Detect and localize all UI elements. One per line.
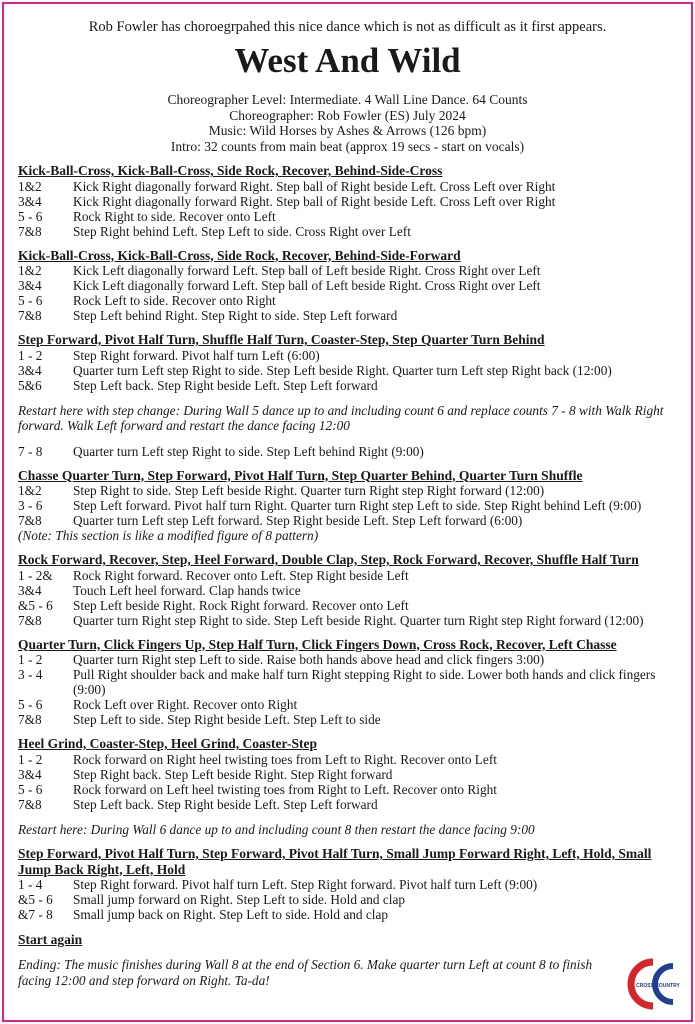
step-description: Kick Left diagonally forward Left. Step ball of Left beside Right. Cross Right over Left	[73, 263, 541, 278]
step-description: Pull Right shoulder back and make half turn Right stepping Right to side. Lower both hands and click fingers (9:00)	[73, 667, 656, 697]
step-count: 1 - 2	[18, 751, 43, 767]
step-row	[18, 209, 677, 224]
step-count: 5 - 6	[18, 293, 43, 308]
step-description: Step Left back. Step Right beside Left. Step Left forward	[73, 377, 378, 393]
meta-choreographer: Choreographer: Rob Fowler (ES) July 2024	[229, 107, 466, 123]
section-heading: Chasse Quarter Turn, Step Forward, Pivot Half Turn, Step Quarter Behind, Quarter Turn Shuffle	[18, 467, 583, 483]
step-row	[18, 224, 677, 239]
step-description: Rock Left to side. Recover onto Right	[73, 293, 276, 308]
step-description: Rock Right forward. Recover onto Left. Step Right beside Left	[73, 567, 409, 583]
step-row	[18, 667, 677, 697]
step-count: 1 - 2	[18, 652, 43, 667]
section-heading: Rock Forward, Recover, Step, Heel Forward, Double Clap, Step, Rock Forward, Recover, Shuffle Half Turn	[18, 552, 639, 567]
meta-music: Music: Wild Horses by Ashes & Arrows (126 bpm)	[208, 123, 487, 138]
step-description: Small jump back on Right. Step Left to side. Hold and clap	[73, 907, 389, 922]
step-row	[18, 892, 677, 907]
step-count: &7 - 8	[18, 907, 53, 922]
step-count: 7 - 8	[18, 443, 43, 459]
step-row	[18, 797, 677, 812]
dance-section	[18, 552, 677, 628]
step-row	[18, 767, 677, 782]
step-count: 3&4	[18, 766, 42, 782]
step-row	[18, 363, 677, 378]
step-count: 7&8	[18, 308, 42, 323]
step-count: 3&4	[18, 278, 42, 293]
step-row	[18, 652, 677, 667]
step-description: Kick Right diagonally forward Right. Step ball of Right beside Left. Cross Left over Right	[73, 193, 556, 209]
dance-section	[18, 468, 677, 544]
step-change-row	[18, 444, 677, 459]
step-description: Rock forward on Right heel twisting toes from Left to Right. Recover onto Left	[73, 751, 497, 767]
section-heading: Quarter Turn, Click Fingers Up, Step Half Turn, Click Fingers Down, Cross Rock, Recover, Left Chasse	[18, 636, 617, 652]
step-count: 3&4	[18, 362, 42, 378]
step-description: Rock Right to side. Recover onto Left	[73, 208, 276, 224]
step-row	[18, 613, 677, 628]
step-description: Quarter turn Left step Left forward. Step Right beside Left. Step Left forward (6:00)	[73, 513, 523, 528]
meta-level: Choreographer Level: Intermediate. 4 Wall Line Dance. 64 Counts	[167, 92, 528, 107]
step-description: Quarter turn Right step Right to side. Step Left beside Right. Quarter turn Right step Right forward (12:00)	[73, 612, 644, 628]
step-count: 3&4	[18, 193, 42, 209]
step-count: 7&8	[18, 513, 42, 528]
sections-part-2	[18, 468, 677, 812]
section-note: (Note: This section is like a modified figure of 8 pattern)	[18, 528, 319, 543]
step-description: Step Left back. Step Right beside Left. Step Left forward	[73, 796, 378, 812]
section-heading: Kick-Ball-Cross, Kick-Ball-Cross, Side Rock, Recover, Behind-Side-Forward	[18, 247, 461, 263]
step-description: Quarter turn Right step Left to side. Raise both hands above head and click fingers 3:00)	[73, 652, 545, 667]
step-count: 5&6	[18, 377, 42, 393]
intro-text: Rob Fowler has choroegrpahed this nice dance which is not as difficult as it first appears.	[88, 19, 607, 35]
step-description: Rock forward on Left heel twisting toes from Right to Left. Recover onto Right	[73, 781, 497, 797]
dance-sheet	[2, 2, 693, 1022]
step-description: Step Right to side. Step Left beside Right. Quarter turn Right step Right forward (12:00)	[73, 483, 545, 498]
step-row	[18, 194, 677, 209]
meta-intro: Intro: 32 counts from main beat (approx 19 secs - start on vocals)	[170, 138, 525, 154]
start-again: Start again	[18, 932, 83, 947]
step-description: Rock Left over Right. Recover onto Right	[73, 697, 298, 712]
step-count: 1&2	[18, 178, 42, 194]
step-row	[18, 697, 677, 712]
step-row	[18, 179, 677, 194]
step-count: 1 - 4	[18, 877, 43, 892]
step-count: 5 - 6	[18, 781, 43, 797]
dance-section	[18, 332, 677, 393]
dance-section	[18, 637, 677, 728]
step-description: Kick Left diagonally forward Left. Step ball of Left beside Right. Cross Right over Left	[73, 278, 541, 293]
step-count: 3&4	[18, 582, 42, 598]
sections-part-1	[18, 163, 677, 393]
cc-logo-icon	[625, 954, 685, 1014]
step-count: 1&2	[18, 483, 42, 498]
step-row	[18, 498, 677, 513]
step-description: Touch Left heel forward. Clap hands twice	[73, 582, 301, 598]
step-row	[18, 568, 677, 583]
step-count: 5 - 6	[18, 697, 43, 712]
step-row	[18, 513, 677, 528]
step-description: Quarter turn Left step Right to side. Step Left behind Right (9:00)	[73, 443, 424, 459]
step-description: Step Right back. Step Left beside Right. Step Right forward	[73, 766, 393, 782]
step-count: 5 - 6	[18, 208, 43, 224]
step-description: Step Left behind Right. Step Right to side. Step Left forward	[73, 308, 398, 323]
dance-section	[18, 736, 677, 812]
section-heading: Kick-Ball-Cross, Kick-Ball-Cross, Side Rock, Recover, Behind-Side-Cross	[18, 163, 443, 178]
dance-section	[18, 163, 677, 239]
step-row	[18, 583, 677, 598]
step-description: Step Right behind Left. Step Left to side. Cross Right over Left	[73, 223, 411, 239]
section-heading: Step Forward, Pivot Half Turn, Shuffle Half Turn, Coaster-Step, Step Quarter Turn Behind	[18, 332, 545, 347]
step-count: &5 - 6	[18, 597, 53, 613]
step-count: 7&8	[18, 223, 42, 239]
dance-meta	[18, 92, 677, 154]
restart-note-2: Restart here: During Wall 6 dance up to and including count 8 then restart the dance facing 9:00	[18, 821, 535, 837]
step-row	[18, 907, 677, 922]
step-row	[18, 752, 677, 767]
step-count: 1 - 2&	[18, 567, 53, 583]
step-count: 1 - 2	[18, 347, 43, 363]
step-count: 3 - 4	[18, 667, 43, 682]
step-description: Small jump forward on Right. Step Left to side. Hold and clap	[73, 892, 406, 907]
step-row	[18, 378, 677, 393]
dance-section	[18, 248, 677, 324]
section-heading: Heel Grind, Coaster-Step, Heel Grind, Coaster-Step	[18, 736, 317, 751]
sections-part-3	[18, 846, 677, 922]
step-description: Quarter turn Left step Right to side. Step Left beside Right. Quarter turn Left step Right back (12:00)	[73, 362, 612, 378]
step-description: Step Right forward. Pivot half turn Left (6:00)	[73, 347, 320, 363]
step-count: 1&2	[18, 263, 42, 278]
section-heading: Step Forward, Pivot Half Turn, Step Forward, Pivot Half Turn, Small Jump Forward Right, Left, Hold, Small Jump Back Right, Left, Hold	[18, 846, 652, 877]
step-count: 7&8	[18, 796, 42, 812]
step-row	[18, 308, 677, 323]
step-row	[18, 483, 677, 498]
dance-title: West And Wild	[234, 41, 461, 80]
step-row	[18, 782, 677, 797]
step-description: Kick Right diagonally forward Right. Step ball of Right beside Left. Cross Left over Right	[73, 178, 556, 194]
step-row	[18, 348, 677, 363]
step-row	[18, 712, 677, 727]
step-count: 7&8	[18, 612, 42, 628]
restart-note-1: Restart here with step change: During Wall 5 dance up to and including count 6 and replace counts 7 - 8 with Walk Right forward. Walk Left forward and restart the dance facing 12:00	[18, 402, 664, 433]
step-row	[18, 877, 677, 892]
step-row	[18, 293, 677, 308]
step-description: Step Left beside Right. Rock Right forward. Recover onto Left	[73, 597, 409, 613]
logo-text: CROSS COUNTRY	[636, 983, 680, 989]
step-count: &5 - 6	[18, 892, 53, 907]
step-count: 7&8	[18, 712, 42, 727]
step-description: Step Right forward. Pivot half turn Left. Step Right forward. Pivot half turn Left (9:00)	[73, 877, 538, 892]
dance-section	[18, 846, 677, 922]
step-count: 3 - 6	[18, 498, 43, 513]
step-row	[18, 263, 677, 278]
step-row	[18, 598, 677, 613]
step-description: Step Left to side. Step Right beside Left. Step Left to side	[73, 712, 381, 727]
step-description: Step Left forward. Pivot half turn Right. Quarter turn Right step Left to side. Step Right behind Left (9:00)	[73, 498, 642, 513]
ending-note: Ending: The music finishes during Wall 8 at the end of Section 6. Make quarter turn Left at count 8 to finish facing 12:00 and step forward on Right. Ta-da!	[18, 956, 593, 988]
step-row	[18, 278, 677, 293]
